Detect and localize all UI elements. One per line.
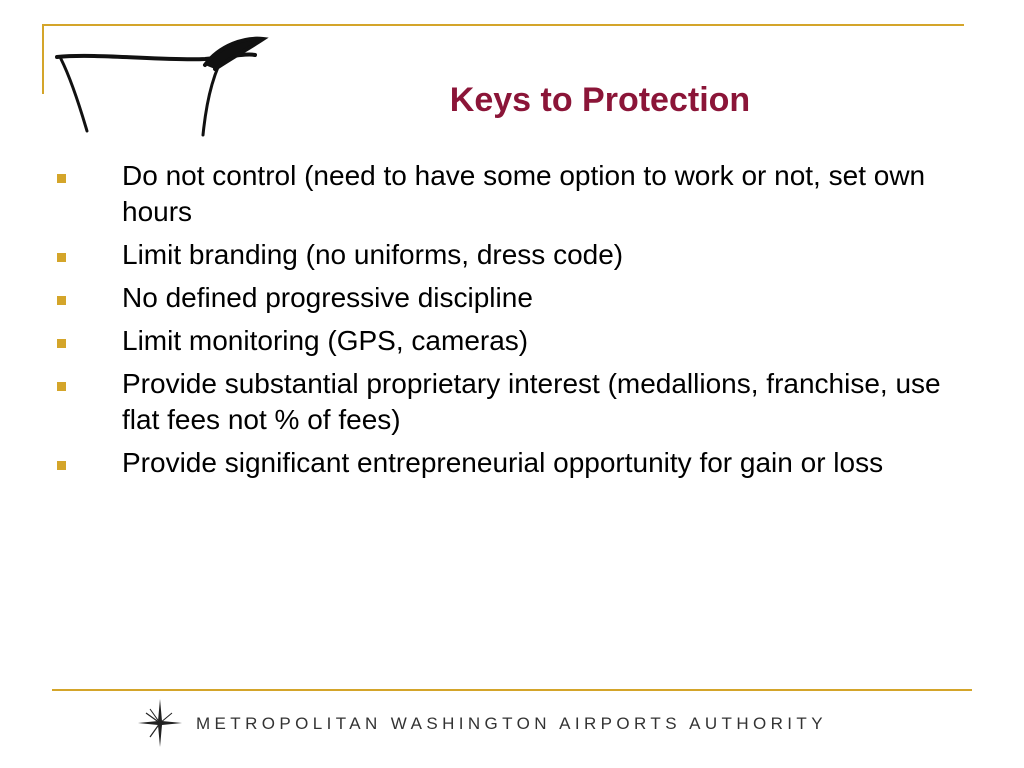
bullet-item [0,366,1024,438]
bullet-text: Limit monitoring (GPS, cameras) [122,325,529,356]
square-bullet-icon [57,253,66,262]
bullet-item [0,280,1024,316]
bullet-item [0,323,1024,359]
bullet-item [0,445,1024,481]
slide-title: Keys to Protection [449,81,751,119]
compass-star-icon [136,697,184,749]
square-bullet-icon [57,382,66,391]
bullet-text: Provide significant entrepreneurial opportunity for gain or loss [122,447,884,478]
frame-left-line [42,24,44,94]
bullet-text: No defined progressive discipline [122,282,533,313]
bullet-item [0,158,1024,230]
bullet-text: Limit branding (no uniforms, dress code) [122,239,624,270]
bullet-list [0,158,1024,488]
footer-organization: METROPOLITAN WASHINGTON AIRPORTS AUTHORITY [196,714,827,733]
bullet-item [0,237,1024,273]
footer-rule [52,689,972,691]
bullet-text: Provide substantial proprietary interest (medallions, franchise, use flat fees not % of fees) [122,368,941,435]
bullet-text: Do not control (need to have some option to work or not, set own hours [122,160,926,227]
square-bullet-icon [57,296,66,305]
frame-top-line [42,24,964,26]
square-bullet-icon [57,174,66,183]
square-bullet-icon [57,461,66,470]
brush-stroke-logo-icon [55,35,270,140]
square-bullet-icon [57,339,66,348]
